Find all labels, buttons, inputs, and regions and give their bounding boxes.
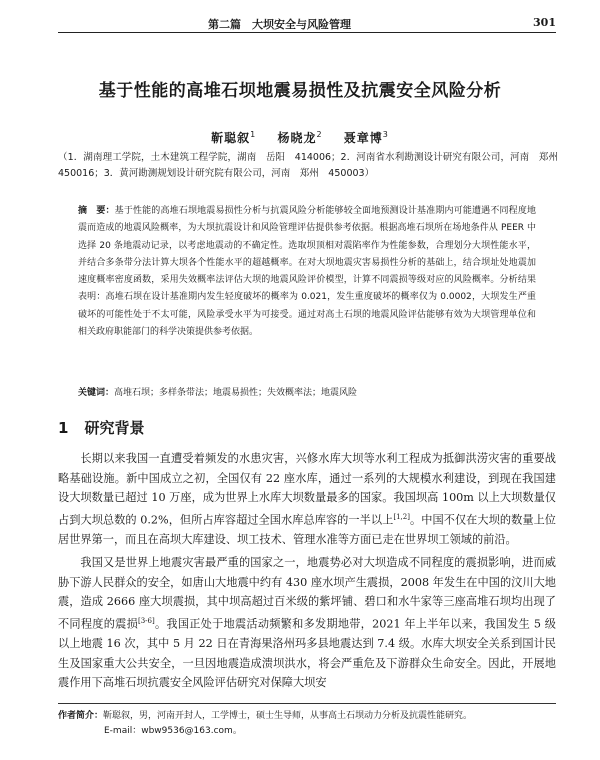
author-email [58, 724, 556, 739]
abstract [78, 203, 536, 341]
author-list [0, 129, 600, 146]
body-paragraph [58, 449, 556, 550]
affiliations: （1．湖南理工学院，土木建筑工程学院，湖南 岳阳 414006；2．河南省水利勘测设计研究有限公司，河南 郑州 450016；3．黄河勘测规划设计研究院有限公司，河南 郑州 450003） [58, 152, 568, 179]
author [211, 131, 256, 145]
author-name: 聂章博 [343, 131, 383, 145]
paragraph-text: 长期以来我国一直遭受着频发的水患灾害，兴修水库大坝等水利工程成为抵御洪涝灾害的重要战略基础设施。新中国成立之初，全国仅有 22 座水库，通过一系列的大规模水利建设，到现在我国建设大坝数量已超过 10 万座，成为世界上水库大坝数量最多的国家。我国坝高 100m 以上大坝数量仅占到大坝总数的 0.2%，但所占库容超过全国水库总库容的一半以上 [58, 452, 556, 527]
keywords-text: 高堆石坝；多样条带法；地震易损性；失效概率法；地震风险 [114, 388, 358, 398]
author [277, 131, 322, 145]
citation-ref: [3-6] [138, 616, 155, 625]
citation-ref: [1,2] [393, 512, 410, 521]
page-number: 301 [533, 16, 556, 29]
keywords-label: 关键词： [78, 388, 115, 398]
keywords [78, 385, 536, 398]
author-affiliation-mark: 2 [316, 130, 323, 139]
paragraph-text: 我国又是世界上地震灾害最严重的国家之一，地震势必对大坝造成不同程度的震损影响，进而威胁下游人民群众的安全，如唐山大地震中约有 430 座水坝产生震损，2008 年发生在中国的汶川大地震，造成 2666 座大坝震损，其中坝高超过百米级的紫坪铺、碧口和水牛家等三座高堆石坝均出现了不同程度的震损 [58, 556, 556, 631]
author [344, 131, 389, 145]
section-number: 1 [58, 419, 69, 437]
email-address: wbw9536@163.com。 [141, 726, 242, 736]
paper-title: 基于性能的高堆石坝地震易损性及抗震安全风险分析 [98, 81, 502, 101]
author-name: 靳聪叙 [211, 131, 251, 145]
abstract-text: 基于性能的高堆石坝地震易损性分析与抗震风险分析能够较全面地预测设计基准期内可能遭遇不同程度地震而造成的地震风险概率，为大坝抗震设计和风险管理评估提供参考依据。根据高堆石坝所在场地条件从 PEER 中选择 20 条地震动记录，以考虑地震动的不确定性。选取坝顶相对震陷率作为性能参数，合理划分大坝性能水平，并结合多条带分法计算大坝各个性能水平的超越概率。在对大坝地震灾害易损性分析的基础上，结合坝址处地震加速度概率密度函数，采用失效概率法评估大坝的地震风险评价模型，计算不同震损等级对应的风险概率。分析结果表明：高堆石坝在设计基准期内发生轻度破坏的概率为 0.021，发生重度破坏的概率仅为 0.0002，大坝发生严重破坏的可能性处于不太可能，风险承受水平为可接受。通过对高土石坝的地震风险评估能够有效为大坝管理单位和相关政府职能部门的科学决策提供参考依据。 [78, 206, 536, 338]
section-heading [58, 417, 144, 438]
email-label: E-mail： [104, 726, 142, 736]
running-header [58, 14, 556, 33]
footnote-label: 作者简介： [58, 711, 104, 721]
author-name: 杨晓龙 [277, 131, 317, 145]
footnote-text: 靳聪叙，男，河南开封人，工学博士，硕士生导师，从事高土石坝动力分析及抗震性能研究。 [103, 711, 473, 721]
author-affiliation-mark: 1 [250, 130, 257, 139]
section-title: 研究背景 [84, 419, 145, 437]
author-affiliation-mark: 3 [382, 130, 389, 139]
header-section-title: 第二篇 大坝安全与风险管理 [208, 18, 351, 31]
body-paragraph [58, 553, 556, 693]
author-footnote [58, 703, 556, 739]
paragraph-text: 。中国不仅在大坝的数量上位居世界第一，而且在高坝大库建设、坝工技术、管理水准等方面已走在世界坝工领域的前沿。 [58, 513, 556, 547]
paragraph-text: 。我国正处于地震活动频繁和多发期地带，2021 年上半年以来，我国发生 5 级以上地震 16 次，其中 5 月 22 日在青海果洛州玛多县地震达到 7.4 级。水库大坝安全关系到国计民生及国家重大公共安全，一旦因地震造成溃坝洪水，将会严重危及下游群众生命安全。因此，开展地震作用下高堆石坝抗震安全风险评估研究对保障大坝安 [58, 617, 556, 690]
abstract-label: 摘 要： [78, 206, 115, 216]
